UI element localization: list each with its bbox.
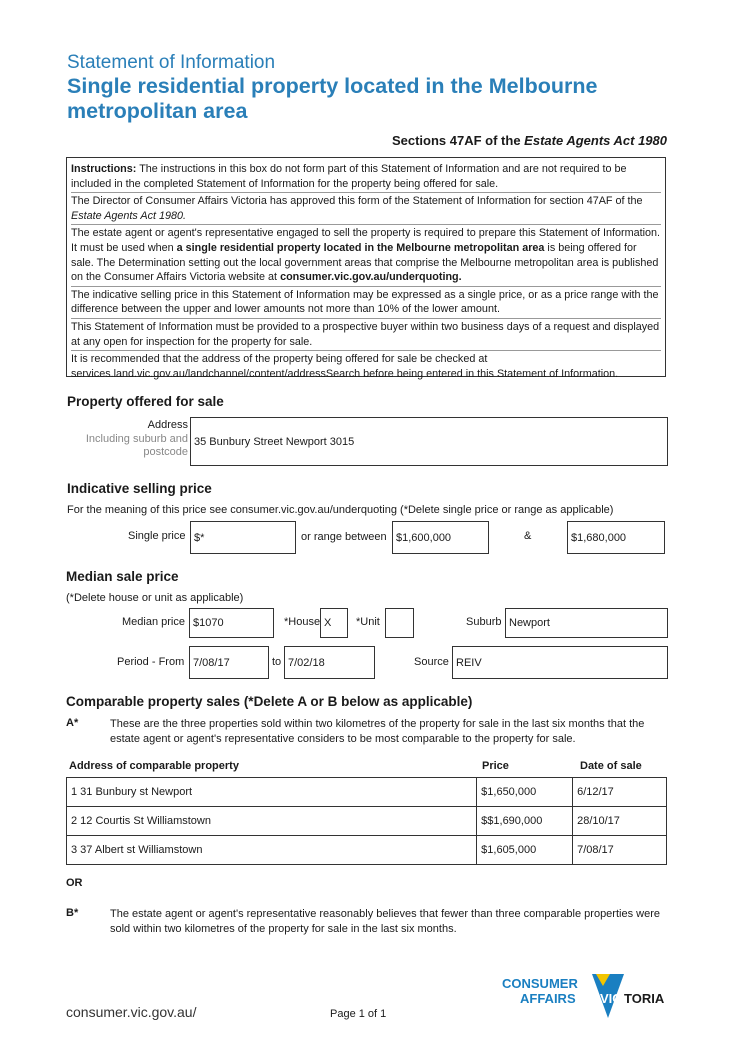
instructions-p1 bbox=[71, 162, 661, 191]
comp-price-cell[interactable]: $1,650,000 bbox=[477, 778, 573, 807]
svg-text:VIC: VIC bbox=[600, 991, 622, 1006]
svg-text:TORIA: TORIA bbox=[624, 991, 665, 1006]
indicative-note: For the meaning of this price see consumer.vic.gov.au/underquoting (*Delete single price or range as applicable) bbox=[67, 504, 614, 516]
source-field[interactable]: REIV bbox=[452, 646, 668, 679]
comp-price-cell[interactable]: $$1,690,000 bbox=[477, 807, 573, 836]
instructions-text: The Director of Consumer Affairs Victoria has approved this form of the Statement of Information for section 47AF of the bbox=[71, 195, 643, 208]
instructions-p4: The indicative selling price in this Statement of Information may be expressed as a single price, or as a price range with the difference between the upper and lower amounts not more than 10% of the lower amount. bbox=[71, 288, 659, 316]
suburb-label: Suburb bbox=[466, 616, 502, 628]
option-b-marker: B* bbox=[66, 907, 79, 919]
instructions-text: is being offered for sale. The Determination setting out the local government areas that comprise the Melbourne metropolitan area is published on the Consumer Affairs Victoria website at bbox=[71, 241, 659, 284]
comparable-heading: Comparable property sales (*Delete A or B below as applicable) bbox=[66, 694, 473, 709]
form-title: Single residential property located in the Melbourne metropolitan area bbox=[67, 74, 598, 123]
table-row bbox=[67, 778, 667, 807]
col-header-date: Date of sale bbox=[580, 760, 642, 772]
option-b-text: The estate agent or agent's representative reasonably believes that fewer than three comparable properties were sold within two kilometres of the property for sale in the last six months. bbox=[110, 908, 660, 935]
comp-price-cell[interactable]: $1,605,000 bbox=[477, 836, 573, 865]
page-number: Page 1 of 1 bbox=[330, 1008, 387, 1020]
act-name: Estate Agents Act 1980 bbox=[524, 133, 667, 148]
indicative-heading: Indicative selling price bbox=[67, 481, 212, 496]
address-label: Address bbox=[147, 419, 188, 431]
instructions-p2 bbox=[71, 194, 661, 223]
instructions-bold: a single residential property located in the Melbourne metropolitan area bbox=[176, 241, 545, 254]
option-a-text: These are the three properties sold within two kilometres of the property for sale in the last six months that the estate agent or agent's representative considers to be most comparable to the property for sale. bbox=[110, 718, 645, 745]
comp-date-cell[interactable]: 7/08/17 bbox=[573, 836, 667, 865]
address-sublabel: Including suburb and postcode bbox=[85, 433, 188, 458]
median-price-label: Median price bbox=[122, 616, 185, 628]
divider bbox=[71, 224, 661, 225]
period-from-label: Period - From bbox=[117, 656, 185, 668]
option-a-marker: A* bbox=[66, 717, 79, 729]
comp-address-cell[interactable]: 1 31 Bunbury st Newport bbox=[67, 778, 477, 807]
comparable-table bbox=[66, 777, 667, 865]
period-to-field[interactable]: 7/02/18 bbox=[284, 646, 375, 679]
cav-logo-icon bbox=[500, 972, 670, 1020]
divider bbox=[71, 192, 661, 193]
col-header-price: Price bbox=[482, 760, 509, 772]
suburb-field[interactable]: Newport bbox=[505, 608, 668, 638]
single-price-field[interactable]: $* bbox=[190, 521, 296, 554]
underquoting-link[interactable]: consumer.vic.gov.au/underquoting. bbox=[280, 271, 462, 284]
range-label: or range between bbox=[301, 531, 387, 543]
source-label: Source bbox=[414, 656, 449, 668]
instructions-text: The instructions in this box do not form part of this Statement of Information and are not required to be included in the completed Statement of Information for the property being offered for sale. bbox=[71, 163, 627, 190]
median-price-field[interactable]: $1070 bbox=[189, 608, 274, 638]
instructions-p3 bbox=[71, 226, 661, 284]
divider bbox=[71, 350, 661, 351]
house-checkbox[interactable]: X bbox=[320, 608, 348, 638]
comp-date-cell[interactable]: 28/10/17 bbox=[573, 807, 667, 836]
property-heading: Property offered for sale bbox=[67, 394, 224, 409]
instructions-label: Instructions: bbox=[71, 163, 137, 175]
or-separator: OR bbox=[66, 877, 83, 889]
single-price-label: Single price bbox=[128, 530, 186, 542]
divider bbox=[71, 286, 661, 287]
instructions-p5: This Statement of Information must be provided to a prospective buyer within two business days of a request and displayed at any open for inspection for the property for sale. bbox=[71, 320, 660, 348]
act-prefix: Sections 47AF of the bbox=[391, 133, 525, 148]
table-row bbox=[67, 807, 667, 836]
instructions-p6: It is recommended that the address of the property being offered for sale be checked at services.land.vic.gov.au/landchannel/content/addressSearch before being entered in this Statement of Information. bbox=[71, 353, 619, 380]
range-low-field[interactable]: $1,600,000 bbox=[392, 521, 489, 554]
unit-label: *Unit bbox=[356, 616, 380, 628]
range-ampersand: & bbox=[524, 530, 532, 542]
divider bbox=[71, 318, 661, 319]
median-note: (*Delete house or unit as applicable) bbox=[66, 592, 244, 604]
median-heading: Median sale price bbox=[66, 569, 179, 584]
form-kicker: Statement of Information bbox=[67, 52, 276, 73]
period-to-label: to bbox=[272, 656, 282, 668]
footer-url[interactable]: consumer.vic.gov.au/ bbox=[66, 1004, 197, 1020]
svg-text:AFFAIRS: AFFAIRS bbox=[520, 991, 576, 1006]
instructions-box bbox=[66, 157, 666, 380]
address-field[interactable]: 35 Bunbury Street Newport 3015 bbox=[190, 417, 668, 466]
period-from-field[interactable]: 7/08/17 bbox=[189, 646, 269, 679]
range-high-field[interactable]: $1,680,000 bbox=[567, 521, 665, 554]
instructions-text: The estate agent or agent's representative engaged to sell the property is required to prepare this Statement of Information. It must be used when bbox=[71, 227, 661, 254]
unit-checkbox[interactable] bbox=[385, 608, 414, 638]
act-reference bbox=[392, 133, 667, 148]
house-label: *House bbox=[284, 616, 321, 628]
consumer-affairs-victoria-logo bbox=[500, 972, 670, 1020]
col-header-address: Address of comparable property bbox=[69, 760, 239, 772]
comp-address-cell[interactable]: 3 37 Albert st Williamstown bbox=[67, 836, 477, 865]
instructions-italic: Estate Agents Act 1980. bbox=[71, 209, 187, 222]
svg-text:CONSUMER: CONSUMER bbox=[502, 976, 578, 991]
comp-address-cell[interactable]: 2 12 Courtis St Williamstown bbox=[67, 807, 477, 836]
table-row bbox=[67, 836, 667, 865]
comp-date-cell[interactable]: 6/12/17 bbox=[573, 778, 667, 807]
